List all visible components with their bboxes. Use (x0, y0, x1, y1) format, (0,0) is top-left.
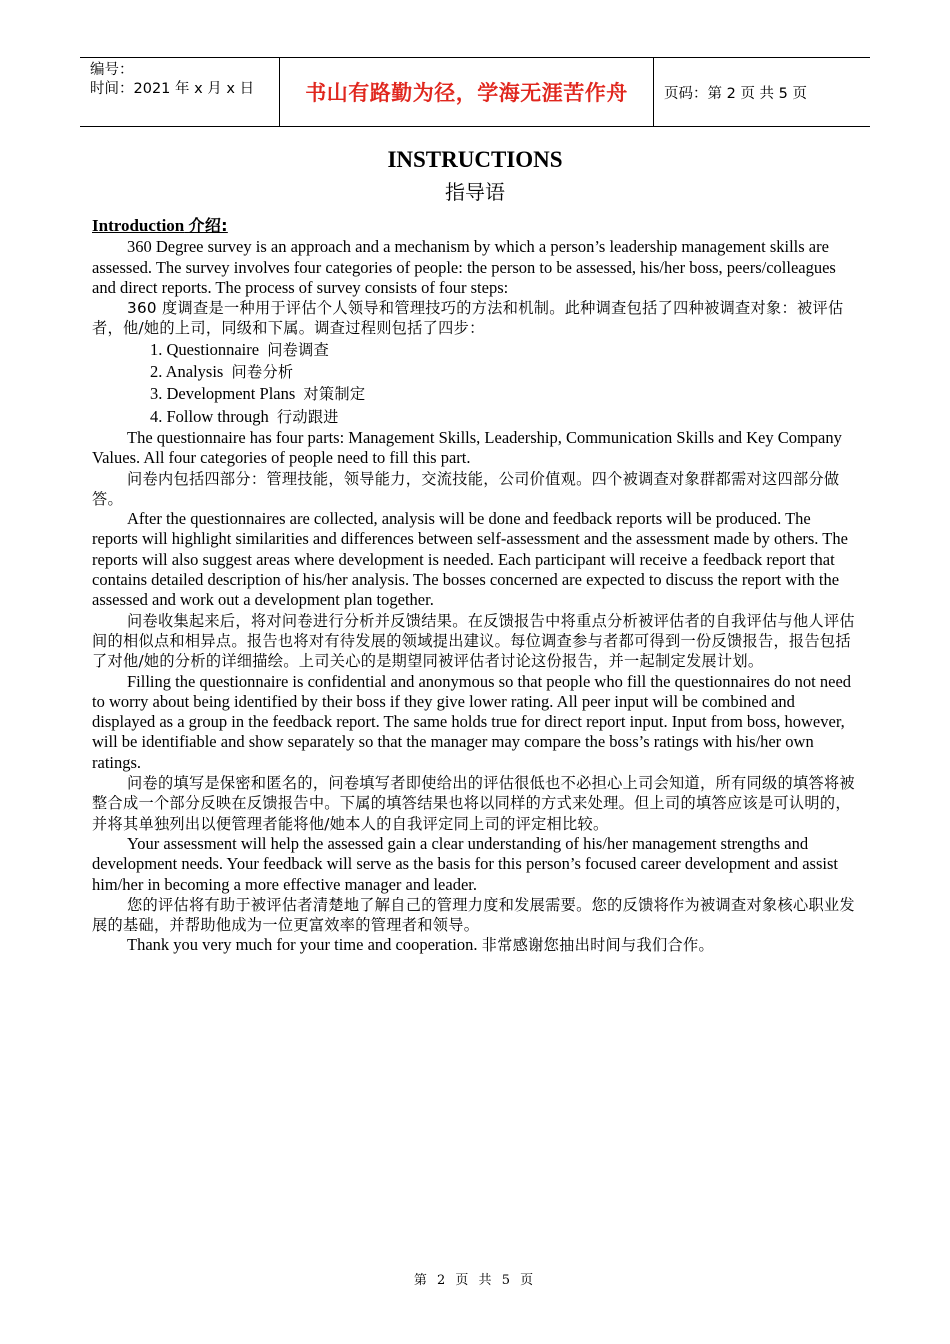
thanks-en: Thank you very much for your time and cooperation. (127, 935, 478, 955)
header-motto: 书山有路勤为径，学海无涯苦作舟 (305, 81, 628, 105)
introduction-heading-zh: 介绍: (188, 216, 228, 235)
paragraph-2-en: The questionnaire has four parts: Management Skills, Leadership, Communication Skills and Key Company Values. All four categories of people need to fill this part. (92, 427, 842, 468)
paragraph-3-en: After the questionnaires are collected, analysis will be done and feedback reports will be produced. The reports will highlight similarities and differences between self-assessment and the assessment made by others. The reports will also suggest areas where development is needed. Each participant will receive a feedback report that contains detailed description of his/her analysis. The bosses concerned are expected to discuss the report with the assessed and work out a development plan together. (92, 509, 848, 610)
number-label: 编号： (90, 62, 134, 78)
document-body (92, 216, 858, 956)
header-meta (80, 58, 280, 126)
paragraph-1-zh: 360 度调查是一种用于评估个人领导和管理技巧的方法和机制。此种调查包括了四种被调查对象：被评估者，他/她的上司，同级和下属。调查过程则包括了四步： (92, 299, 844, 338)
paragraph-6 (92, 935, 858, 955)
paragraph-1-en: 360 Degree survey is an approach and a mechanism by which a person’s leadership management skills are assessed. The survey involves four categories of people: the person to be assessed, his/her boss, peers/colleagues and direct reports. The process of survey consists of four steps: (92, 237, 836, 297)
list-item: 4. Follow through 行动跟进 (150, 406, 339, 426)
introduction-heading (92, 216, 858, 236)
header-table (80, 57, 870, 127)
paragraph-4-zh: 问卷的填写是保密和匿名的，问卷填写者即使给出的评估很低也不必担心上司会知道，所有同级的填答将被整合成一个部分反映在反馈报告中。下属的填答结果也将以同样的方式来处理。但上司的填答应该是可认明的，并将其单独列出以便管理者能将他/她本人的自我评定同上司的评定相比较。 (92, 774, 855, 833)
list-item: 1. Questionnaire 问卷调查 (150, 339, 330, 359)
title-english: INSTRUCTIONS (387, 147, 563, 172)
introduction-heading-en: Introduction (92, 216, 185, 235)
paragraph-5-zh: 您的评估将有助于被评估者清楚地了解自己的管理力度和发展需要。您的反馈将作为被调查对象核心职业发展的基础，并帮助他成为一位更富效率的管理者和领导。 (92, 895, 855, 935)
header-motto-cell (280, 58, 654, 126)
date-label: 时间：2021 年 x 月 x 日 (90, 81, 255, 97)
paragraph-4-en: Filling the questionnaire is confidential and anonymous so that people who fill the questionnaires do not need to worry about being identified by their boss if they give lower rating. All peer input will be combined and displayed as a group in the feedback report. The same holds true for direct report input. Input from boss, however, will be identifiable and show separately so that the manager may compare the boss’s ratings with his/her own ratings. (92, 671, 852, 772)
paragraph-5-en: Your assessment will help the assessed gain a clear understanding of his/her management strengths and development needs. Your feedback will serve as the basis for this person’s focused career development and assist him/her in becoming a more effective manager and leader. (92, 833, 838, 894)
steps-list (92, 339, 858, 428)
header-page-info-cell (654, 58, 870, 126)
page-footer: 第 2 页 共 5 页 (413, 1273, 537, 1288)
list-item: 3. Development Plans 对策制定 (150, 384, 366, 404)
paragraph-3-zh: 问卷收集起来后，将对问卷进行分析并反馈结果。在反馈报告中将重点分析被评估者的自我评估与他人评估间的相似点和相异点。报告也将对有待发展的领域提出建议。每位调查参与者都可得到一份反馈报告，报告包括了对他/她的分析的详细描绘。上司关心的是期望同被评估者讨论这份报告，并一起制定发展计划。 (92, 611, 855, 671)
title-chinese: 指导语 (445, 180, 505, 204)
paragraph-2-zh: 问卷内包括四部分：管理技能，领导能力，交流技能，公司价值观。四个被调查对象群都需对这四部分做答。 (92, 469, 840, 508)
header-page-info: 页码：第 2 页 共 5 页 (664, 85, 807, 102)
thanks-zh: 非常感谢您抽出时间与我们合作。 (481, 936, 714, 955)
list-item: 2. Analysis 问卷分析 (150, 362, 294, 382)
